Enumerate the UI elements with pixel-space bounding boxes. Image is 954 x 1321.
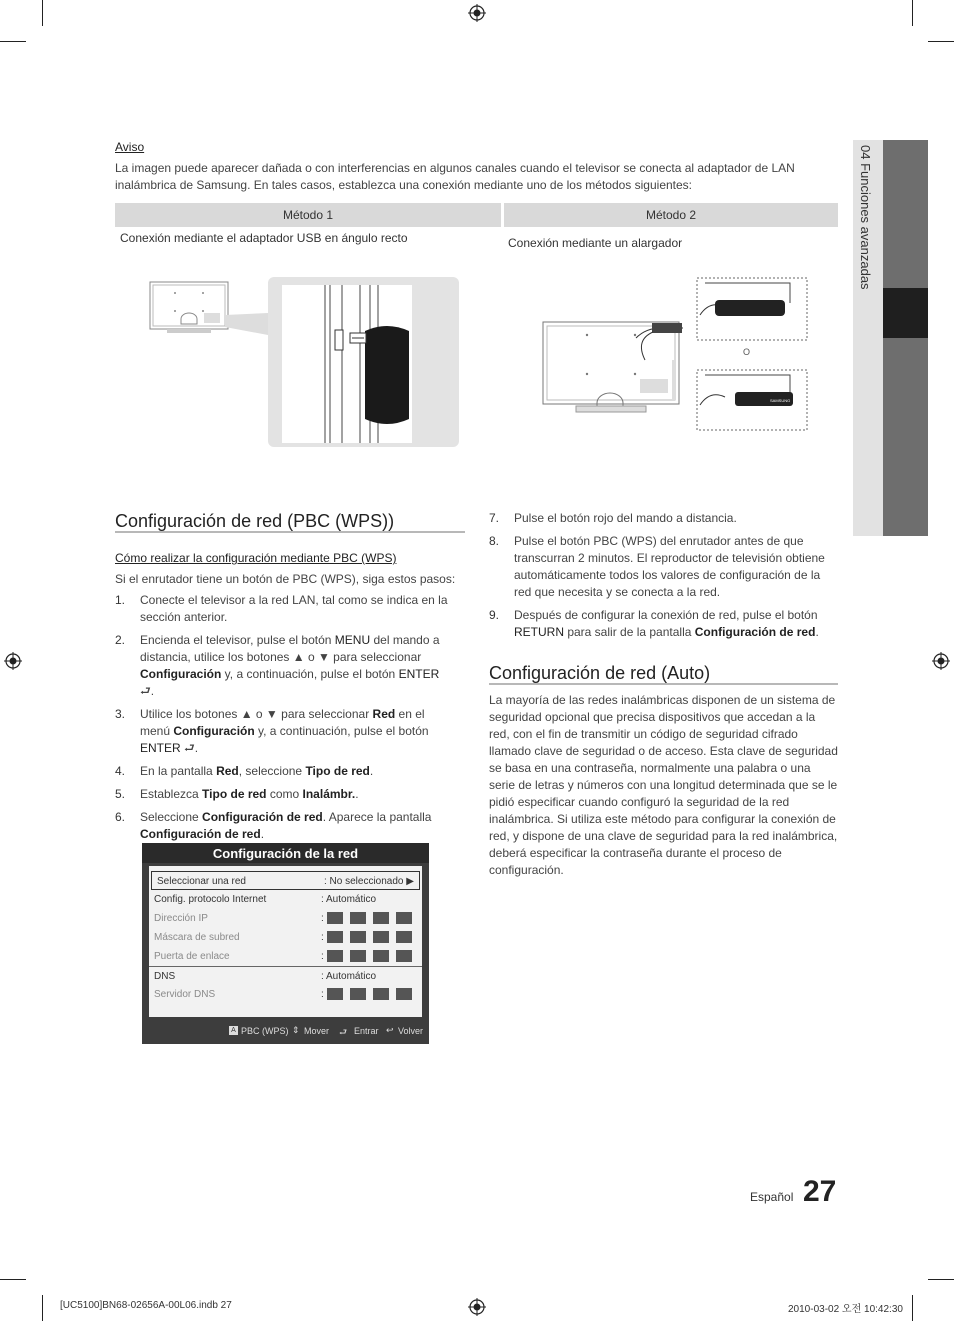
step-text: En la pantalla Red, seleccione Tipo de red. [140,764,374,778]
osd-row-value: : [321,951,324,962]
step-number: 8. [489,534,500,548]
pbc-title-rule [115,531,465,533]
osd-footer-pbc: PBC (WPS) [241,1026,289,1036]
aviso-text: La imagen puede aparecer dañada o con interferencias en algunos canales cuando el televisor se conecta al adaptador de LAN inalámbrica de Samsung. En tales casos, establezca una conexión mediante uno de los métodos siguientes: [115,161,795,192]
pbc-subtitle: Cómo realizar la configuración mediante PBC (WPS) [115,551,397,565]
step-text: Pulse el botón PBC (WPS) del enrutador antes de que transcurran 2 minutos. El reproductor de televisión obtiene automáticamente todos los valores de configuración de la red que necesita y se conecta a la red. [514,534,825,599]
ip-octet-box [350,912,366,924]
osd-row-label: DNS [154,971,176,982]
step-item [489,607,834,641]
step-number: 4. [115,764,126,778]
ip-octet-box [327,931,343,943]
osd-row-value: : Automático [321,894,377,905]
osd-row-value: : [321,913,324,924]
step-text: Después de configurar la conexión de red, pulse el botón RETURN para salir de la pantalla Configuración de red. [514,608,819,639]
ip-octet-box [327,912,343,924]
network-settings-panel [149,866,422,1017]
osd-row[interactable] [149,928,422,947]
ip-octet-box [396,931,412,943]
osd-row[interactable] [149,966,422,986]
print-file-info: [UC5100]BN68-02656A-00L06.indb 27 [60,1300,232,1311]
osd-row-value: : Automático [321,971,377,982]
osd-row-value: : No seleccionado ▶ [324,876,414,887]
auto-section-title: Configuración de red (Auto) [489,663,711,683]
ip-octet-box [350,931,366,943]
osd-footer-move: Mover [304,1026,330,1036]
step-number: 5. [115,787,126,801]
enter-icon: ⮐ [339,1027,348,1037]
step-item [115,592,455,626]
registration-mark-icon [4,652,22,670]
step-number: 7. [489,511,500,525]
step-item [489,510,834,527]
osd-row-label: Máscara de subred [154,932,240,943]
osd-row[interactable] [149,985,422,1004]
ip-octet-box [373,931,389,943]
registration-mark-icon [468,4,486,22]
osd-row-value: : [321,932,324,943]
auto-title-rule [489,683,838,685]
osd-row-label: Dirección IP [154,913,208,924]
ip-octet-box [327,950,343,962]
step-text: Pulse el botón rojo del mando a distancia. [514,511,737,525]
step-item [115,809,455,843]
return-icon: ↩ [386,1025,394,1035]
ip-octet-box [373,912,389,924]
osd-footer-back: Volver [398,1026,424,1036]
method-2-desc: Conexión mediante un alargador [508,236,683,250]
pbc-steps-left [115,592,455,849]
step-item [115,763,455,780]
step-text: Establezca Tipo de red como Inalámbr.. [140,787,359,801]
ip-field-boxes [327,931,419,943]
osd-row[interactable] [149,909,422,928]
figure-or-label: O [743,347,751,357]
aviso-title: Aviso [115,140,145,154]
pbc-section-title: Configuración de red (PBC (WPS)) [115,511,395,531]
page-number: 27 [803,1175,837,1208]
osd-row[interactable] [149,947,422,966]
step-item [489,533,834,601]
ip-field-boxes [327,950,419,962]
osd-row-label: Puerta de enlace [154,951,230,962]
auto-text: La mayoría de las redes inalámbricas disponen de un sistema de seguridad opcional que precisa dispositivos que accedan a la red, con el fin de transmitir un código de seguridad cifrado llamado clave de seguridad o de acceso. Esta clave de seguridad se basa en una contraseña, normalmente una palabra o una serie de letras y números con una longitud determinada que se le pidió especificar cuando configuró la seguridad de la red inalámbrica. Si utiliza este método para configurar la conexión de red, y dispone de una clave de seguridad para la red inalámbrica, deberá especificar la contraseña durante el proceso de configuración. [489,693,838,877]
method-1-header: Método 1 [115,203,501,227]
registration-mark-icon [468,1298,486,1316]
print-date-info: 2010-03-02 오전 10:42:30 [788,1304,903,1315]
step-number: 3. [115,707,126,721]
ip-field-boxes [327,912,419,924]
osd-row-label: Servidor DNS [154,989,216,1000]
move-icon: ⇕ [292,1025,300,1035]
step-number: 2. [115,633,126,647]
ip-octet-box [396,950,412,962]
pbc-steps-right [489,510,834,647]
ip-octet-box [396,988,412,1000]
method-2-illustration [540,275,840,435]
ip-octet-box [350,950,366,962]
ip-octet-box [350,988,366,1000]
step-text: Seleccione Configuración de red. Aparece la pantalla Configuración de red. [140,810,432,841]
osd-row[interactable] [149,890,422,909]
chapter-label: 04 Funciones avanzadas [858,145,873,290]
ip-octet-box [373,988,389,1000]
step-text: Conecte el televisor a la red LAN, tal como se indica en la sección anterior. [140,593,448,624]
osd-row[interactable] [151,871,420,890]
ip-octet-box [373,950,389,962]
step-number: 1. [115,593,126,607]
method-2-header: Método 2 [504,203,838,227]
step-number: 6. [115,810,126,824]
step-text: Encienda el televisor, pulse el botón MENU del mando a distancia, utilice los botones ▲ o ▼ para seleccionar Configuración y, a continuación, pulse el botón ENTER ⮐. [140,633,440,698]
method-1-illustration [145,275,465,450]
step-text: Utilice los botones ▲ o ▼ para seleccionar Red en el menú Configuración y, a continuación, pulse el botón ENTER ⮐. [140,707,429,755]
ip-octet-box [396,912,412,924]
step-item [115,706,455,757]
osd-footer [142,1022,429,1042]
step-item [115,786,455,803]
osd-footer-enter: Entrar [354,1026,379,1036]
step-item [115,632,455,700]
a-button-icon: A [229,1026,238,1035]
osd-row-value: : [321,989,324,1000]
chapter-tab-marker [883,288,928,338]
chapter-tab-strip [883,140,928,536]
ip-octet-box [327,988,343,1000]
osd-row-label: Seleccionar una red [157,876,246,887]
network-settings-title: Configuración de la red [142,843,429,863]
page-language: Español [750,1190,794,1204]
registration-mark-icon [932,652,950,670]
osd-row-label: Config. protocolo Internet [154,894,267,905]
pbc-intro: Si el enrutador tiene un botón de PBC (WPS), siga estos pasos: [115,572,456,586]
ip-field-boxes [327,988,419,1000]
step-number: 9. [489,608,500,622]
svg-text:SAMSUNG: SAMSUNG [770,398,791,403]
method-1-desc: Conexión mediante el adaptador USB en ángulo recto [120,231,408,245]
